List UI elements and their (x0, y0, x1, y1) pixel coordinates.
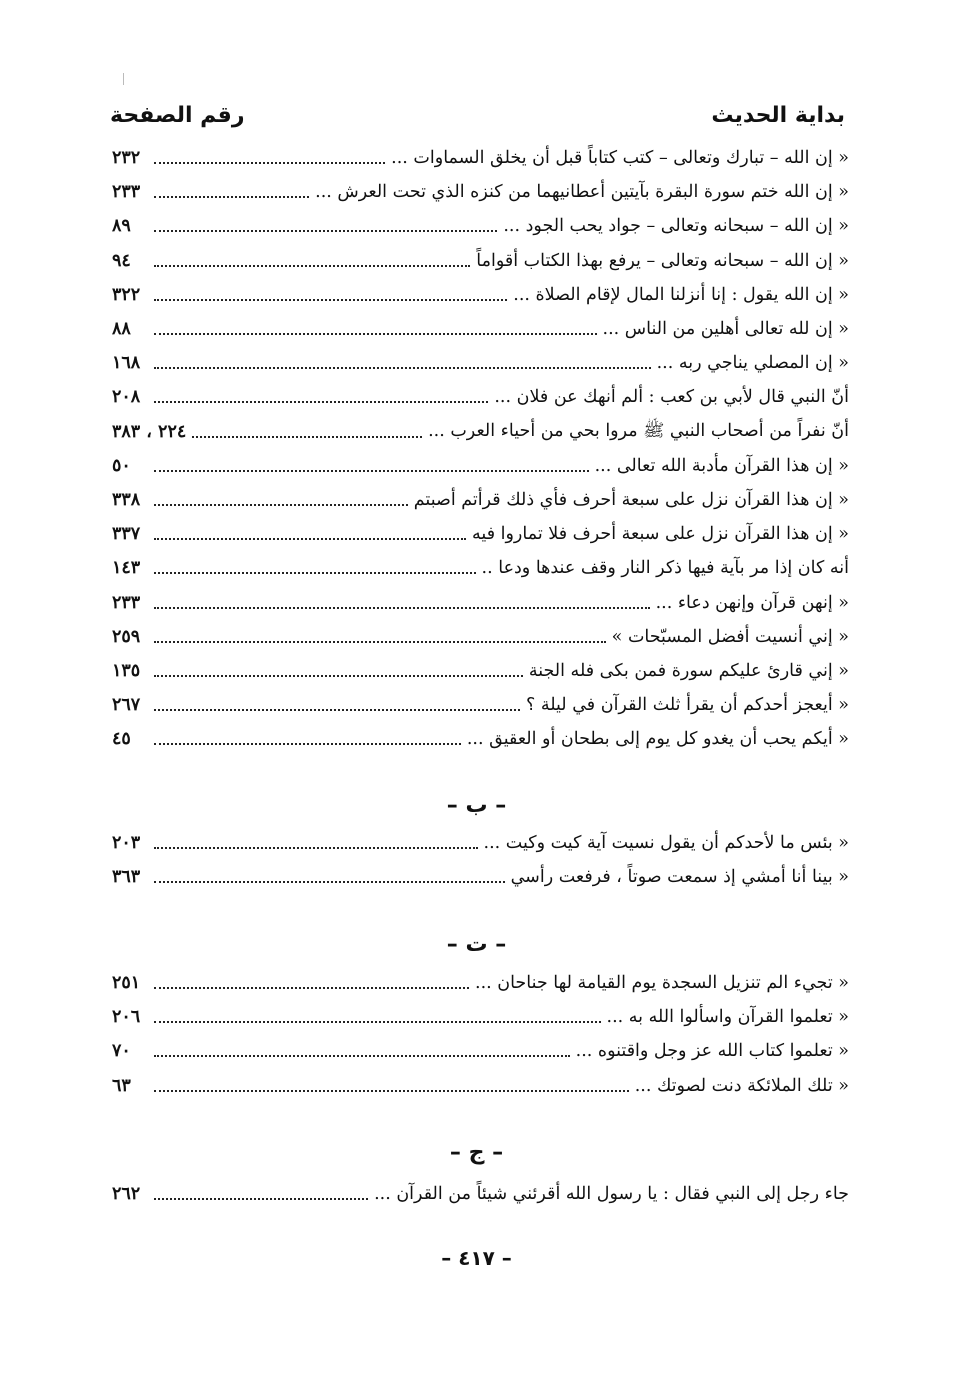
dot-leader (152, 244, 470, 278)
hadith-opening-text: « إن الله – تبارك وتعالى – كتب كتاباً قبل أن يخلق السماوات ... (391, 148, 849, 169)
dot-leader (152, 654, 523, 688)
section-letter-heading: – ج – (449, 1140, 504, 1165)
index-entry (112, 620, 849, 654)
hadith-opening-text: « بينا أنا أمشي إذ سمعت صوتاً ، فرفعت رأسي (510, 867, 849, 888)
index-entry (112, 860, 849, 894)
section-letter-heading: – ب – (446, 793, 507, 818)
index-entry (112, 1177, 849, 1211)
dot-leader (152, 1034, 570, 1068)
index-entry (112, 1034, 849, 1068)
scan-mark (123, 73, 124, 85)
page-header (110, 98, 845, 132)
dot-leader (152, 175, 309, 209)
hadith-opening-text: « إن الله – سبحانه وتعالى – يرفع بهذا الكتاب أقواماً (476, 250, 849, 271)
dot-leader (152, 278, 507, 312)
page-reference: ٤٥ (112, 729, 131, 750)
section-letter-heading: – ت – (446, 932, 507, 957)
hadith-opening-text: « بئس ما لأحدكم أن يقول نسيت آية كيت وكيت ... (483, 833, 849, 854)
index-entry (112, 688, 849, 722)
page-reference: ٢٠٨ (112, 387, 141, 408)
index-entry (112, 278, 849, 312)
index-section (112, 1177, 849, 1211)
index-entry (112, 826, 849, 860)
dot-leader (152, 688, 520, 722)
index-entry (112, 1069, 849, 1103)
hadith-opening-text: جاء رجل إلى النبي فقال : يا رسول الله أقرئني شيئاً من القرآن ... (374, 1184, 849, 1205)
hadith-opening-text: « إن هذا القرآن نزل على سبعة أحرف فلا تماروا فيه (472, 524, 849, 545)
index-entry (112, 380, 849, 414)
hadith-opening-text: « إن الله يقول : إنا أنزلنا المال لإقام الصلاة ... (513, 284, 849, 305)
page-reference: ٢٠٣ (112, 833, 141, 854)
page-reference: ٢٥٩ (112, 626, 141, 647)
hadith-opening-text: « تعلموا كتاب الله عز وجل واقتنوه ... (575, 1041, 849, 1062)
dot-leader (152, 483, 408, 517)
hadith-opening-text: « إن المصلي يناجي ربه ... (656, 353, 849, 374)
dot-leader (152, 312, 597, 346)
hadith-opening-text: « إن لله تعالى أهلين من الناس ... (602, 319, 849, 340)
hadith-opening-text: « تجيء الم تنزيل السجدة يوم القيامة لها جناحان ... (475, 973, 849, 994)
hadith-opening-text: « إن الله – سبحانه وتعالى – جواد يحب الجود ... (503, 216, 849, 237)
index-entry (112, 415, 849, 449)
dot-leader (152, 826, 478, 860)
hadith-opening-text: « تلك الملائكة دنت لصوتك ... (634, 1075, 849, 1096)
dot-leader (152, 1000, 601, 1034)
hadith-opening-text: « إن هذا القرآن نزل على سبعة أحرف فأي ذلك قرأتم أصبتم (413, 489, 849, 510)
hadith-opening-text: أنّ النبي قال لأبي بن كعب : ألم أنهك عن فلان ... (494, 387, 849, 408)
dot-leader (152, 209, 497, 243)
page-reference: ٨٨ (112, 319, 131, 340)
index-entry (112, 141, 849, 175)
page-reference: ٦٣ (112, 1075, 131, 1096)
dot-leader (152, 620, 606, 654)
dot-leader (190, 415, 422, 449)
page-reference: ٧٠ (112, 1041, 131, 1062)
index-entry (112, 654, 849, 688)
dot-leader (152, 346, 651, 380)
page-number-footer: – ٤١٧ – (441, 1246, 512, 1270)
dot-leader (152, 722, 461, 756)
page-reference: ٣٦٣ (112, 867, 141, 888)
hadith-opening-text: « تعلموا القرآن واسألوا الله به ... (606, 1007, 849, 1028)
column-title-hadith-start: بداية الحديث (711, 102, 845, 128)
dot-leader (152, 551, 476, 585)
hadith-opening-text: « إني أنسيت أفضل المسبّحات » (611, 626, 849, 647)
page-reference: ٢٦٢ (112, 1184, 141, 1205)
index-entry (112, 585, 849, 619)
index-entry (112, 551, 849, 585)
dot-leader (152, 380, 488, 414)
page-reference: ٢٢٤ ، ٣٨٣ (112, 421, 187, 442)
dot-leader (152, 966, 469, 1000)
page-reference: ١٤٣ (112, 558, 141, 579)
hadith-opening-text: « إن هذا القرآن مأدبة الله تعالى ... (594, 455, 849, 476)
dot-leader (152, 1177, 368, 1211)
index-section (112, 826, 849, 894)
index-section (112, 966, 849, 1103)
page-reference: ٢٠٦ (112, 1007, 141, 1028)
hadith-opening-text: « إني قارئ عليكم سورة فمن بكى فله الجنة (528, 660, 849, 681)
page-reference: ٥٠ (112, 455, 131, 476)
index-entry (112, 483, 849, 517)
hadith-opening-text: « أيكم يحب أن يغدو كل يوم إلى بطحان أو العقيق ... (466, 729, 849, 750)
dot-leader (152, 449, 589, 483)
page-reference: ٢٣٣ (112, 182, 141, 203)
dot-leader (152, 517, 466, 551)
index-entry (112, 517, 849, 551)
column-title-page-number: رقم الصفحة (110, 102, 245, 128)
index-entry (112, 175, 849, 209)
hadith-opening-text: « إنهن قرآن وإنهن دعاء ... (655, 592, 849, 613)
page-reference: ٢٥١ (112, 973, 141, 994)
hadith-opening-text: « أيعجز أحدكم أن يقرأ ثلث القرآن في ليلة ؟ (526, 695, 849, 716)
index-entry (112, 1000, 849, 1034)
page-reference: ٨٩ (112, 216, 131, 237)
dot-leader (152, 141, 385, 175)
index-entry (112, 312, 849, 346)
index-entry (112, 209, 849, 243)
hadith-opening-text: « إن الله ختم سورة البقرة بآيتين أعطانيهما من كنزه الذي تحت العرش ... (315, 182, 849, 203)
index-entry (112, 449, 849, 483)
page-reference: ٢٦٧ (112, 695, 141, 716)
page-reference: ٩٤ (112, 250, 131, 271)
dot-leader (152, 1069, 629, 1103)
page-reference: ٣٣٨ (112, 489, 141, 510)
page-reference: ٢٣٣ (112, 592, 141, 613)
hadith-opening-text: أنّ نفراً من أصحاب النبي ﷺ مروا بحي من أحياء العرب ... (428, 420, 849, 441)
page-reference: ٣٢٢ (112, 284, 141, 305)
page-reference: ١٣٥ (112, 660, 141, 681)
index-section (112, 141, 849, 756)
index-entry (112, 966, 849, 1000)
page-reference: ٢٣٢ (112, 148, 141, 169)
dot-leader (152, 586, 650, 620)
index-entry (112, 244, 849, 278)
page-reference: ٣٣٧ (112, 524, 141, 545)
page-reference: ١٦٨ (112, 353, 141, 374)
index-entry (112, 722, 849, 756)
hadith-opening-text: أنه كان إذا مر بآية فيها ذكر النار وقف عندها ودعا .. (481, 558, 849, 579)
index-entry (112, 346, 849, 380)
dot-leader (152, 860, 505, 894)
